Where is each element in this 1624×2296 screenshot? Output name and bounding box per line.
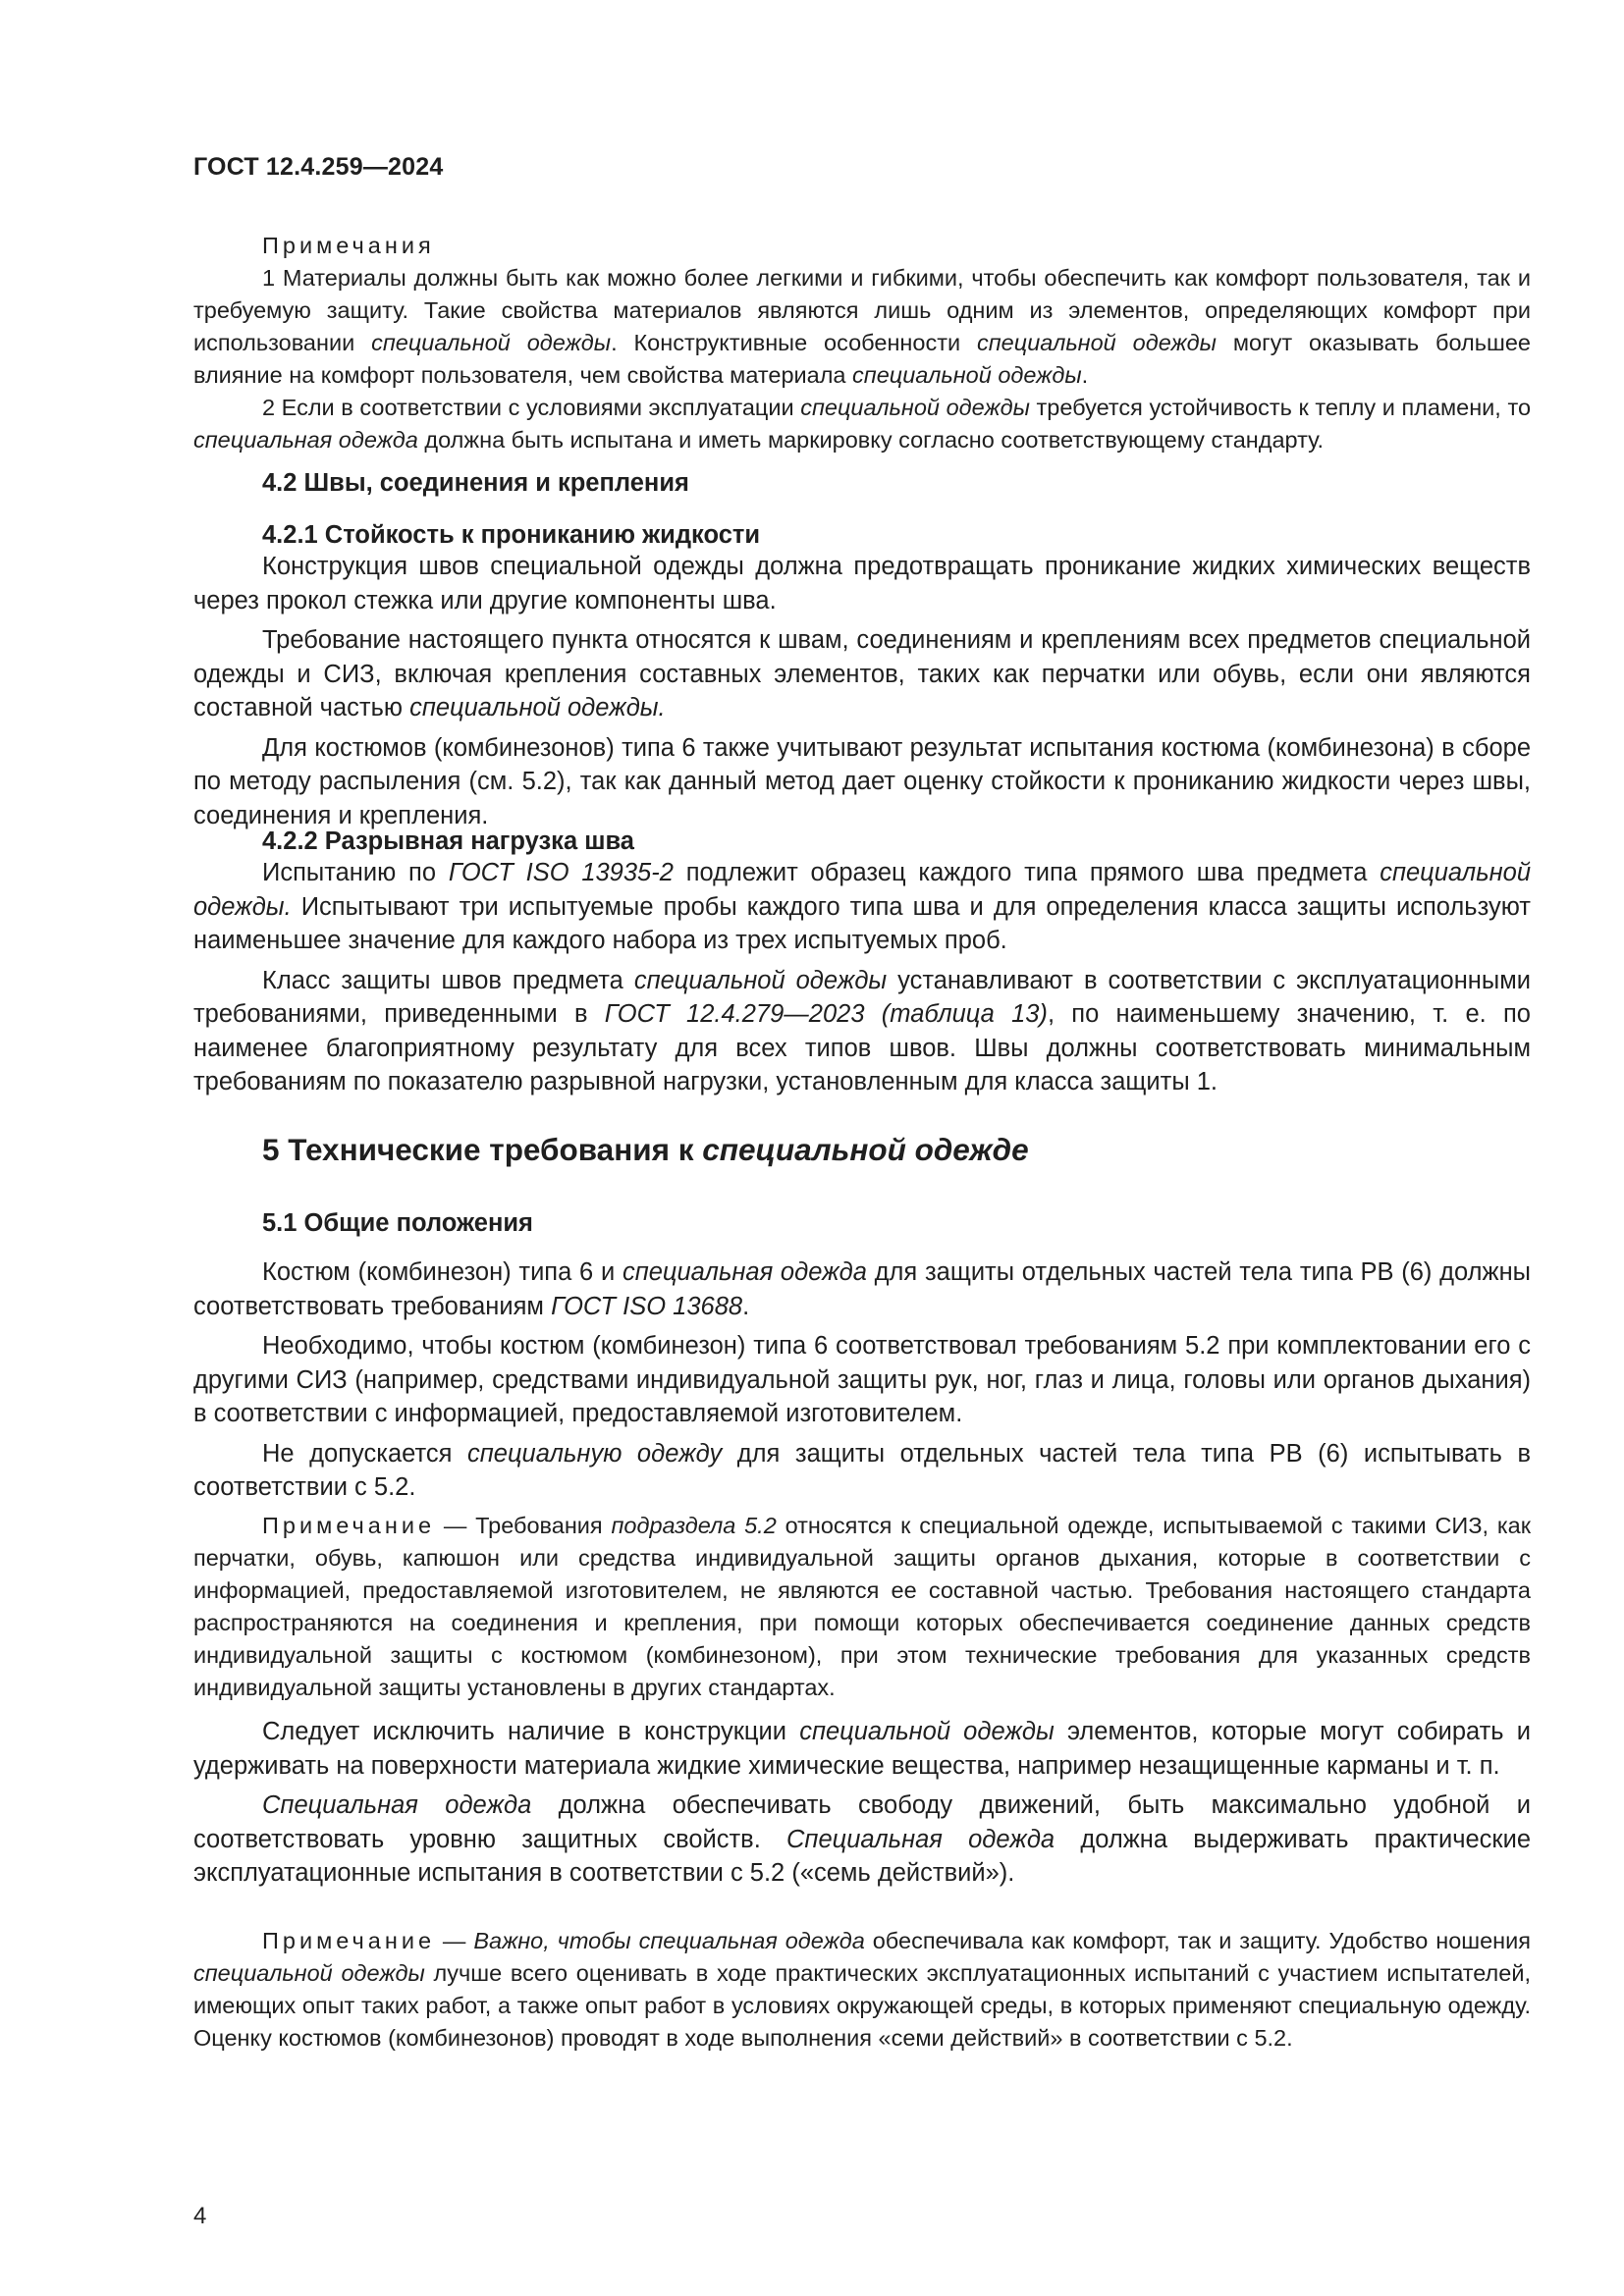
- heading-4-2-2: 4.2.2 Разрывная нагрузка шва: [262, 828, 634, 855]
- section-4-2: [193, 469, 1531, 498]
- notes-block: [193, 230, 1531, 456]
- paragraph: Следует исключить наличие в конструкции специальной одежды элементов, которые могут собирать и удерживать на поверхности материала жидкие химические вещества, например незащищенные карманы и т. п.: [193, 1718, 1532, 1780]
- note-5-1-a: [193, 1510, 1531, 1704]
- paragraph: Не допускается специальную одежду для защиты отдельных частей тела типа PB (6) испытывать в соответствии с 5.2.: [193, 1439, 1531, 1501]
- note-2: 2 Если в соответствии с условиями эксплуатации специальной одежды требуется устойчивость к теплу и пламени, то специальная одежда должна быть испытана и иметь маркировку согласно соответствующему стандарту.: [193, 395, 1532, 453]
- heading-5-1: 5.1 Общие положения: [262, 1209, 533, 1237]
- note: Примечание — Требования подраздела 5.2 относятся к специальной одежде, испытываемой с такими СИЗ, как перчатки, обувь, капюшон или средства индивидуальной защиты органов дыхания, которые в соответствии с информацией, предоставляемой изготовителем, не являются ее составной частью. Требования настоящего стандарта распространяются на соединения и крепления, при помощи которых обеспечивается соединение данных средств индивидуальной защиты с костюмом (комбинезоном), при этом технические требования для указанных средств индивидуальной защиты установлены в других стандартах.: [193, 1513, 1531, 1700]
- notes-label: Примечания: [262, 233, 435, 258]
- paragraph: Специальная одежда должна обеспечивать свободу движений, быть максимально удобной и соответствовать уровню защитных свойств. Специальная одежда должна выдерживать практические эксплуатационные испытания в соответствии с 5.2 («семь действий»).: [193, 1791, 1532, 1887]
- paragraph: Костюм (комбинезон) типа 6 и специальная одежда для защиты отдельных частей тела типа PB (6) должны соответствовать требованиям ГОСТ ISO 13688.: [193, 1258, 1531, 1320]
- section-5-1-cont: [193, 1715, 1531, 1891]
- section-4-2-2: [193, 828, 1531, 1099]
- paragraph: Класс защиты швов предмета специальной одежды устанавливают в соответствии с эксплуатационными требованиями, приведенными в ГОСТ 12.4.279—2023 (таблица 13), по наименьшему значению, т. е. по наименее благоприятному результату для всех типов швов. Швы должны соответствовать минимальным требованиям по показателю разрывной нагрузки, установленным для класса защиты 1.: [193, 966, 1531, 1095]
- paragraph: Необходимо, чтобы костюм (комбинезон) типа 6 соответствовал требованиям 5.2 при комплектовании его с другими СИЗ (например, средствами индивидуальной защиты рук, ног, глаз и лица, головы или органов дыхания) в соответствии с информацией, предоставляемой изготовителем.: [193, 1332, 1531, 1427]
- page-number: 4: [193, 2203, 207, 2229]
- section-5: [193, 1132, 1531, 1168]
- note-1: 1 Материалы должны быть как можно более легкими и гибкими, чтобы обеспечить как комфорт пользователя, так и требуемую защиту. Такие свойства материалов являются лишь одним из элементов, определяющих комфорт при использовании специальной одежды. Конструктивные особенности специальной одежды могут оказывать большее влияние на комфорт пользователя, чем свойства материала специальной одежды.: [193, 265, 1531, 388]
- heading-4-2: 4.2 Швы, соединения и крепления: [262, 469, 689, 497]
- document-code: ГОСТ 12.4.259—2024: [193, 153, 444, 181]
- paragraph: Требование настоящего пункта относятся к швам, соединениям и креплениям всех предметов специальной одежды и СИЗ, включая крепления составных элементов, таких как перчатки или обувь, если они являются составной частью специальной одежды.: [193, 626, 1531, 721]
- section-5-1: [193, 1209, 1531, 1505]
- paragraph: Для костюмов (комбинезонов) типа 6 также учитывают результат испытания костюма (комбинезона) в сборе по методу распыления (см. 5.2), так как данный метод дает оценку стойкости к прониканию жидкости через швы, соединения и крепления.: [193, 733, 1531, 829]
- note: Примечание — Важно, чтобы специальная одежда обеспечивала как комфорт, так и защиту. Удобство ношения специальной одежды лучше всего оценивать в ходе практических эксплуатационных испытаний с участием испытателей, имеющих опыт таких работ, а также опыт работ в условиях окружающей среды, в которых применяют специальную одежду. Оценку костюмов (комбинезонов) проводят в ходе выполнения «семи действий» в соответствии с 5.2.: [193, 1928, 1532, 2051]
- section-4-2-1: [193, 521, 1531, 832]
- paragraph: Конструкция швов специальной одежды должна предотвращать проникание жидких химических веществ через прокол стежка или другие компоненты шва.: [193, 553, 1531, 614]
- paragraph: Испытанию по ГОСТ ISO 13935-2 подлежит образец каждого типа прямого шва предмета специальной одежды. Испытывают три испытуемые пробы каждого типа шва и для определения класса защиты используют наименьшее значение для каждого набора из трех испытуемых проб.: [193, 859, 1531, 954]
- heading-4-2-1: 4.2.1 Стойкость к прониканию жидкости: [262, 521, 761, 549]
- note-5-1-b: [193, 1925, 1531, 2055]
- heading-5: 5 Технические требования к специальной одежде: [262, 1132, 1029, 1167]
